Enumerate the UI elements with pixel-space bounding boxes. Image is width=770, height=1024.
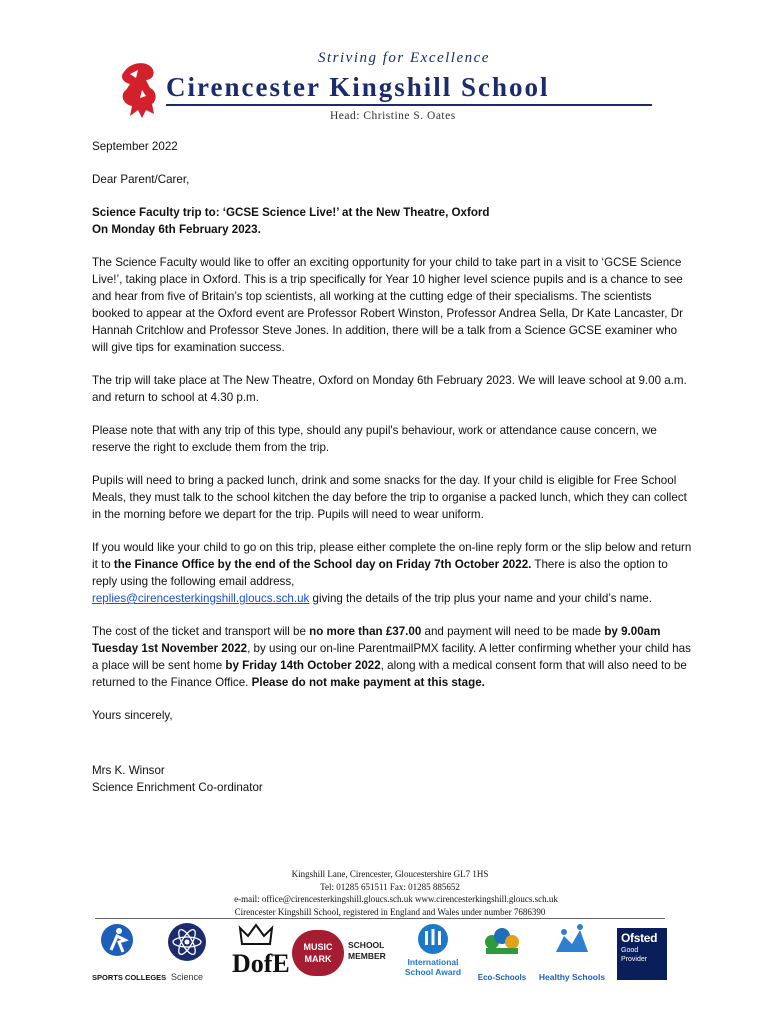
subject-line-1: Science Faculty trip to: ‘GCSE Science Live!’ at the New Theatre, Oxford bbox=[92, 206, 490, 219]
international-school-award-logo: International School Award bbox=[400, 922, 466, 984]
school-name: Cirencester Kingshill School bbox=[166, 72, 550, 102]
closing: Yours sincerely, bbox=[92, 709, 173, 722]
atom-icon bbox=[165, 922, 209, 962]
paragraph-intro: The Science Faculty would like to offer an exciting opportunity for your child to take part in a visit to ‘GCSE Science Live!’, taking place in Oxford. This is a trip specifically for Year 10 higher level science pupils and is a chance to see and hear from five of Britain’s top scientists, all working at the cutting edge of their specialisms. The scientists booked to appear at the Oxford event are Professor Robert Winston, Professor Andrea Sella, Dr Kate Lancaster, Dr Hannah Critchlow and Professor Steve Jones. In addition, there will be a talk from a Science GCSE examiner who will give tips for examination success. bbox=[92, 256, 683, 354]
salutation: Dear Parent/Carer, bbox=[92, 173, 190, 186]
sports-figure-icon bbox=[97, 922, 137, 958]
eco-figures-icon bbox=[482, 922, 522, 958]
healthy-schools-logo: Healthy Schools bbox=[538, 922, 606, 984]
healthy-figures-icon bbox=[552, 922, 592, 956]
footer-email-web: e-mail: office@cirencesterkingshill.gloucs.sch.uk www.cirencesterkingshill.gloucs.sch.uk bbox=[234, 894, 558, 904]
eco-schools-logo: Eco-Schools bbox=[474, 922, 530, 984]
footer-address: Kingshill Lane, Cirencester, Gloucestershire GL7 1HS bbox=[291, 869, 489, 879]
paragraph-reply: If you would like your child to go on this trip, please either complete the on-line reply form or the slip below and return it to the Finance Office by the end of the School day on Friday 7th October 2022. There is also the option to reply using the following email address, replies@cirencesterkingshill.gloucs.sch.uk giving the details of the trip plus your name and your child’s name. bbox=[92, 541, 692, 605]
music-mark-logo: MUSIC MARK bbox=[292, 930, 344, 976]
letter-date: September 2022 bbox=[92, 140, 178, 153]
paragraph-cost: The cost of the ticket and transport will be no more than £37.00 and payment will need to be made by 9.00am Tuesday 1st November 2022, by using our on-line ParentmailPMX facility. A letter confirming whether your child has a place will be sent home by Friday 14th October 2022, along with a medical consent form that will also need to be returned to the Finance Office. Please do not make payment at this stage. bbox=[92, 625, 691, 689]
paragraph-behaviour: Please note that with any trip of this type, should any pupil's behaviour, work or attendance cause concern, we reserve the right to exclude them from the trip. bbox=[92, 424, 657, 454]
letter-body bbox=[92, 138, 692, 796]
dofe-logo: DofE bbox=[232, 922, 280, 984]
ofsted-good-provider-badge: Ofsted Good Provider bbox=[617, 928, 667, 980]
footer-divider bbox=[95, 918, 665, 919]
footer-contact bbox=[170, 868, 610, 918]
subject-line-2: On Monday 6th February 2023. bbox=[92, 223, 261, 236]
payment-deadline: by 9.00am Tuesday 1st November 2022 bbox=[92, 625, 661, 655]
sports-colleges-logo: SPORTS COLLEGES bbox=[92, 922, 142, 984]
globe-people-icon bbox=[416, 922, 450, 956]
signatory-title: Science Enrichment Co-ordinator bbox=[92, 781, 263, 794]
reply-email-link[interactable]: replies@cirencesterkingshill.gloucs.sch.uk bbox=[92, 592, 310, 605]
footer-phone: Tel: 01285 651511 Fax: 01285 885652 bbox=[320, 881, 460, 892]
science-logo: Science bbox=[162, 922, 212, 984]
head-teacher: Head: Christine S. Oates bbox=[330, 110, 456, 122]
subject bbox=[92, 204, 692, 238]
signatory-name: Mrs K. Winsor bbox=[92, 764, 165, 777]
header-divider bbox=[166, 104, 652, 106]
school-crest-icon bbox=[116, 60, 162, 120]
reply-deadline: the Finance Office by the end of the School day on Friday 7th October 2022. bbox=[113, 558, 532, 571]
footer-registration: Cirencester Kingshill School, registered in England and Wales under number 7686390 bbox=[234, 906, 546, 917]
school-motto: Striving for Excellence bbox=[318, 50, 490, 66]
confirmation-date: by Friday 14th October 2022 bbox=[225, 659, 381, 672]
crown-icon bbox=[236, 922, 276, 948]
paragraph-lunch: Pupils will need to bring a packed lunch, drink and some snacks for the day. If your child is eligible for Free School Meals, they must talk to the school kitchen the day before the trip to organise a packed lunch, which they can collect in the morning before we depart for the trip. Pupils will need to wear uniform. bbox=[92, 474, 687, 521]
no-payment-notice: Please do not make payment at this stage. bbox=[251, 676, 485, 689]
paragraph-timing: The trip will take place at The New Theatre, Oxford on Monday 6th February 2023. We will leave school at 9.00 a.m. and return to school at 4.30 p.m. bbox=[92, 374, 687, 404]
cost-amount: no more than £37.00 bbox=[309, 625, 422, 638]
school-member-label: SCHOOL MEMBER bbox=[348, 940, 386, 961]
accreditation-logos bbox=[92, 922, 674, 984]
